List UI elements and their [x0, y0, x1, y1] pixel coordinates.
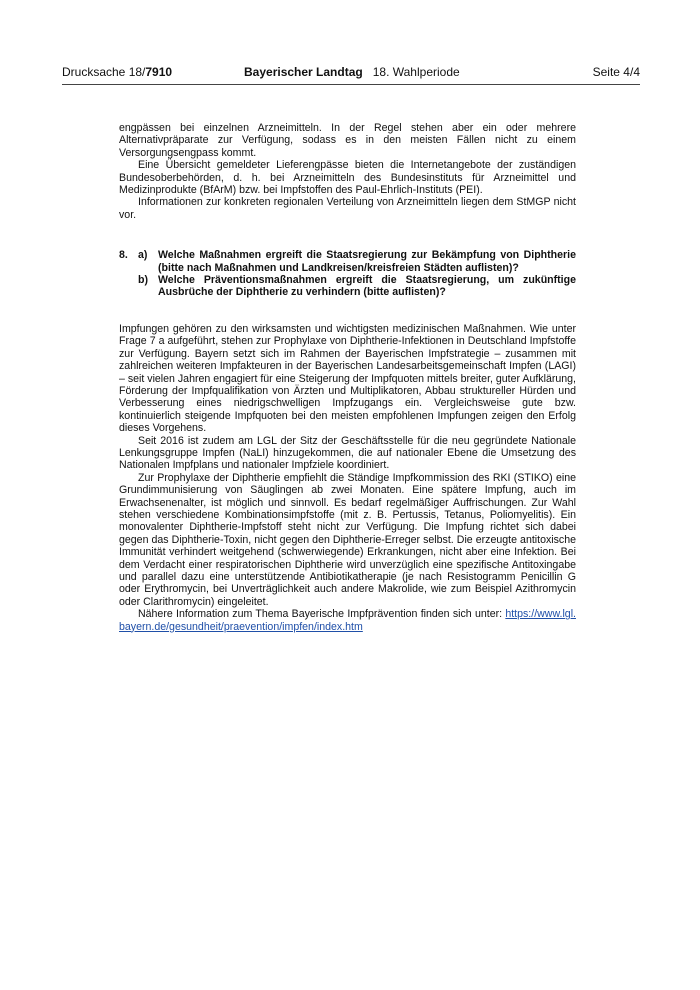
page-header — [62, 64, 640, 82]
landtag-info — [244, 64, 460, 80]
intro-paragraph: Eine Übersicht gemeldeter Lieferengpässe bieten die Internetangebote der zuständigen Bundesoberbehörden, d. h. bei Arzneimitteln des Bundesinstituts für Arzneimittel und Medizinprodukte (BfArM) bzw. bei Impfstoffen des Paul-Ehrlich-Instituts (PEI). — [119, 159, 576, 197]
closing-paragraph — [119, 608, 576, 633]
intro-paragraph: Informationen zur konkreten regionalen Verteilung von Arzneimitteln liegen dem StMGP nicht vor. — [119, 196, 576, 221]
question-8a — [119, 249, 576, 274]
question-a-label: a) — [138, 249, 148, 262]
answer-paragraph: Zur Prophylaxe der Diphtherie empfiehlt die Ständige Impfkommission des RKI (STIKO) eine Grundimmunisierung von Säuglingen ab zwei Monaten. Eine spätere Impfung, auch im Erwachsenenalter, ist möglich und sinnvoll. Es bedarf regelmäßiger Auffrischungen. Zur Wahl stehen verschiedene Kombinationsimpfstoffe (mit z. B. Pertussis, Tetanus, Poliomyelitis). Ein monovalenter Diphtherie-Impfstoff steht nicht zur Verfügung. Die Impfung richtet sich dabei gegen das Diphtherie-Toxin, nicht gegen den Diphtherie-Erreger selbst. Die erzeugte antitoxische Immunität verhindert weitgehend (schwerwiegende) Erkrankungen, nicht aber eine Infektion. Bei dem Verdacht einer respiratorischen Diphtherie wird unverzüglich eine spezifische Antitoxingabe und parallel dazu eine unterstützende Antibiotikatherapie (je nach Resistogramm Penicillin G oder Erythromycin, bei Unverträglichkeit auch andere Makrolide, wie zum Beispiel Azithromycin oder Clarithromycin) eingeleitet. — [119, 471, 576, 608]
question-number: 8. — [119, 249, 128, 262]
document-body — [119, 122, 576, 633]
answer-paragraph: Impfungen gehören zu den wirksamsten und wichtigsten medizinischen Maßnahmen. Wie unter Frage 7 a aufgeführt, stehen zur Prophylaxe von Diphtherie-Infektionen in Deutschland Impfstoffe zur Verfügung. Bayern setzt sich im Rahmen der Bayerischen Impfstrategie – zusammen mit zahlreichen weiteren Impfakteuren in der Bayerischen Landesarbeitsgemeinschaft Impfen (LAGI) – seit vielen Jahren engagiert für eine Steigerung der Impfquoten mittels breiter, guter Aufklärung, Förderung der Impfqualifikation von Ärzten und Multiplikatoren, Abbau struktureller Hürden und Verbesserung eines niedrigschwelligen Impfzugangs ein. Vergleichsweise gute bzw. kontinuierlich steigende Impfquoten bei den meisten empfohlenen Impfungen zeigen den Erfolg dieses Vorgehens. — [119, 322, 576, 435]
question-b-text: Welche Präventionsmaßnahmen ergreift die Staatsregierung, um zukünftige Ausbrüche der Diphtherie zu verhindern (bitte auflisten)? — [158, 274, 576, 299]
intro-paragraph: engpässen bei einzelnen Arzneimitteln. In der Regel stehen aber ein oder mehrere Alternativpräparate zur Verfügung, sodass es in den meisten Fällen nicht zu einem Versorgungsengpass kommt. — [119, 122, 576, 159]
closing-text: Nähere Information zum Thema Bayerische Impfprävention finden sich unter: — [138, 608, 506, 621]
landtag-name: Bayerischer Landtag — [244, 65, 363, 79]
impfen-link[interactable]: https://www.lgl.bayern.de/gesundheit/praevention/impfen/index.htm — [119, 608, 576, 633]
drucksache-number: 7910 — [145, 65, 173, 79]
wahlperiode: 18. Wahlperiode — [372, 65, 460, 79]
question-a-text: Welche Maßnahmen ergreift die Staatsregierung zur Bekämpfung von Diphtherie (bitte nach Maßnahmen und Landkreisen/kreisfreien Städten auflisten)? — [158, 249, 576, 274]
header-rule — [62, 84, 640, 85]
question-block — [119, 249, 576, 299]
page-number: Seite 4/4 — [592, 65, 640, 79]
question-8b — [119, 274, 576, 299]
drucksache-label: Drucksache 18/7910 — [62, 65, 173, 79]
answer-paragraph: Seit 2016 ist zudem am LGL der Sitz der Geschäftsstelle für die neu gegründete Nationale Lenkungsgruppe Impfen (NaLI) hinzugekommen, die auf nationaler Ebene die Umsetzung des Nationalen Impfplans und nationaler Impfziele koordiniert. — [119, 434, 576, 472]
question-b-label: b) — [138, 274, 148, 287]
